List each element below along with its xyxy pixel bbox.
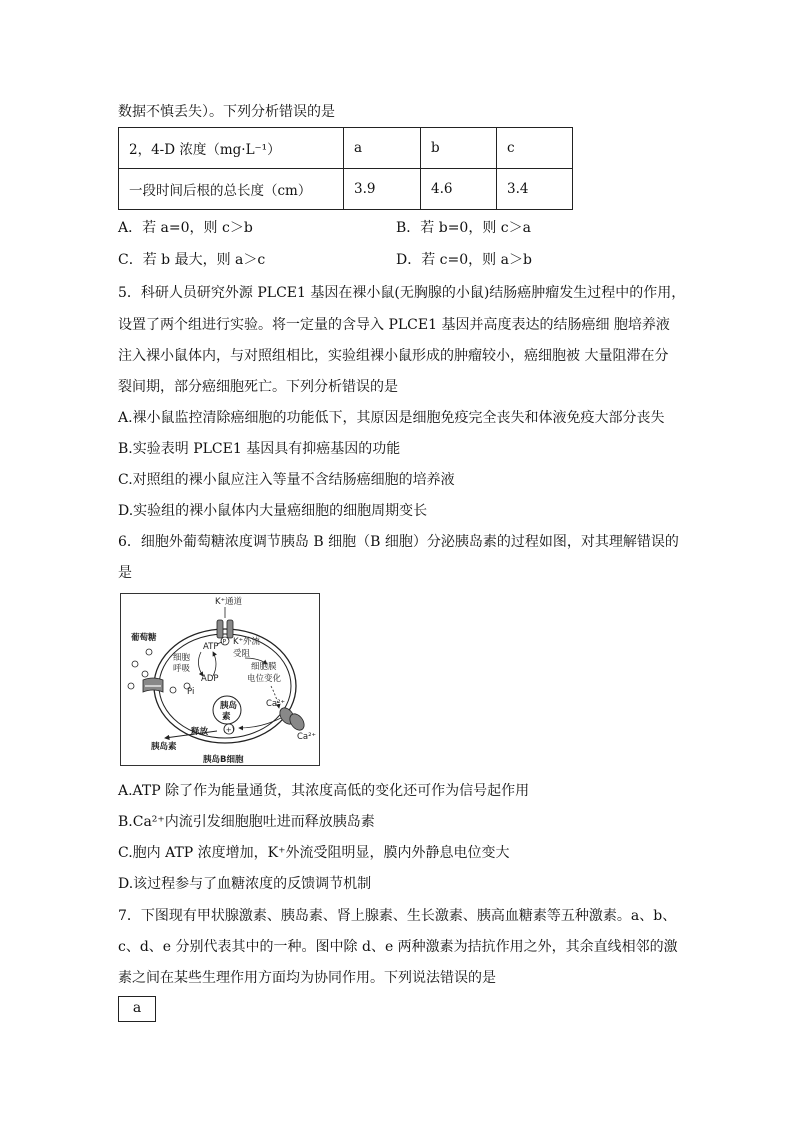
insulin-secretion-diagram — [120, 593, 320, 766]
table-cell: 3.4 — [497, 169, 573, 210]
intro-line: 数据不慎丢失）。下列分析错误的是 — [118, 104, 335, 120]
q6-option-d: D.该过程参与了血糖浓度的反馈调节机制 — [118, 876, 372, 892]
release-label: 释放 — [191, 727, 209, 737]
q5-stem-line: 5．科研人员研究外源 PLCE1 基因在裸小鼠(无胸腺的小鼠)结肠癌肿瘤发生过程中的作用， — [118, 285, 686, 301]
insulin-label-1: 胰岛 — [220, 701, 238, 711]
table-cell: a — [344, 128, 421, 169]
q5-option-b: B.实验表明 PLCE1 基因具有抑癌基因的功能 — [118, 441, 401, 457]
insulin-label-2: 素 — [222, 712, 231, 722]
respiration-label-1: 细胞 — [173, 653, 191, 663]
insulin-out-label: 胰岛素 — [151, 742, 177, 752]
q7-stem-line: 7．下图现有甲状腺激素、胰岛素、肾上腺素、生长激素、胰高血糖素等五种激素。a、b、 — [118, 908, 677, 924]
table-cell: 3.9 — [344, 169, 421, 210]
calcium-channel-icon — [277, 705, 307, 733]
membrane-potential-label-2: 电位变化 — [247, 674, 282, 684]
q5-option-d: D.实验组的裸小鼠体内大量癌细胞的细胞周期变长 — [118, 503, 428, 519]
atp-label: ATP — [203, 642, 219, 652]
table-cell: b — [421, 128, 497, 169]
glucose-transporter-icon — [143, 678, 163, 692]
plus-label: (+) — [223, 726, 235, 734]
table-row — [119, 169, 573, 210]
membrane-potential-label-1: 细胞膜 — [251, 662, 277, 672]
hormone-box-a: a — [118, 996, 156, 1022]
q7-stem-line: c、d、e 分别代表其中的一种。图中除 d、e 两种激素为拮抗作用之外，其余直线相邻的激 — [118, 939, 678, 955]
calcium-in-label: Ca²⁺ — [266, 699, 286, 709]
q6-stem-line: 6．细胞外葡萄糖浓度调节胰岛 B 细胞（B 细胞）分泌胰岛素的过程如图，对其理解错误的 — [118, 534, 679, 550]
q7-stem-line: 素之间在某些生理作用方面均为协同作用。下列说法错误的是 — [118, 970, 496, 986]
q6-option-b: B.Ca²⁺内流引发细胞胞吐进而释放胰岛素 — [118, 814, 375, 830]
table-row — [119, 128, 573, 169]
q5-option-a: A.裸小鼠监控清除癌细胞的功能低下，其原因是细胞免疫完全丧失和体液免疫大部分丧失 — [118, 410, 665, 426]
calcium-out-label: Ca²⁺ — [297, 732, 317, 742]
data-table — [118, 127, 573, 210]
q6-stem-line: 是 — [118, 565, 132, 581]
q4-option-b: B．若 b=0，则 c＞a — [396, 220, 531, 236]
cell-name-label: 胰岛B细胞 — [203, 755, 244, 765]
table-cell: c — [497, 128, 573, 169]
q5-option-c: C.对照组的裸小鼠应注入等量不含结肠癌细胞的培养液 — [118, 472, 455, 488]
k-efflux-label-2: 受阻 — [233, 649, 251, 659]
q4-option-a: A．若 a=0，则 c＞b — [118, 220, 253, 236]
q5-stem-line: 注入裸小鼠体内，与对照组相比，实验组裸小鼠形成的肿瘤较小，癌细胞被 大量阻滞在分 — [118, 348, 669, 364]
k-channel-label: K⁺通道 — [215, 597, 243, 607]
q4-option-d: D．若 c=0，则 a＞b — [396, 252, 532, 268]
table-cell: 4.6 — [421, 169, 497, 210]
q6-option-a: A.ATP 除了作为能量通货，其浓度高低的变化还可作为信号起作用 — [118, 783, 530, 799]
q5-stem-line: 设置了两个组进行实验。将一定量的含导入 PLCE1 基因并高度表达的结肠癌细 胞培养液 — [118, 317, 670, 333]
q5-stem-line: 裂间期，部分癌细胞死亡。下列分析错误的是 — [118, 379, 398, 395]
table-cell: 一段时间后根的总长度（cm） — [119, 169, 344, 210]
glucose-label: 葡萄糖 — [131, 633, 157, 643]
q4-option-c: C．若 b 最大，则 a＞c — [118, 252, 266, 268]
q6-option-c: C.胞内 ATP 浓度增加，K⁺外流受阻明显，膜内外静息电位变大 — [118, 845, 510, 861]
adp-label: ADP — [201, 674, 219, 684]
table-cell: 2，4-D 浓度（mg·L⁻¹） — [119, 128, 344, 169]
svg-text:P: P — [222, 638, 227, 646]
pi-label: Pi — [187, 687, 195, 697]
k-channel-icon — [217, 620, 233, 646]
k-efflux-label-1: K⁺外流 — [233, 637, 261, 647]
respiration-label-2: 呼吸 — [173, 664, 191, 674]
